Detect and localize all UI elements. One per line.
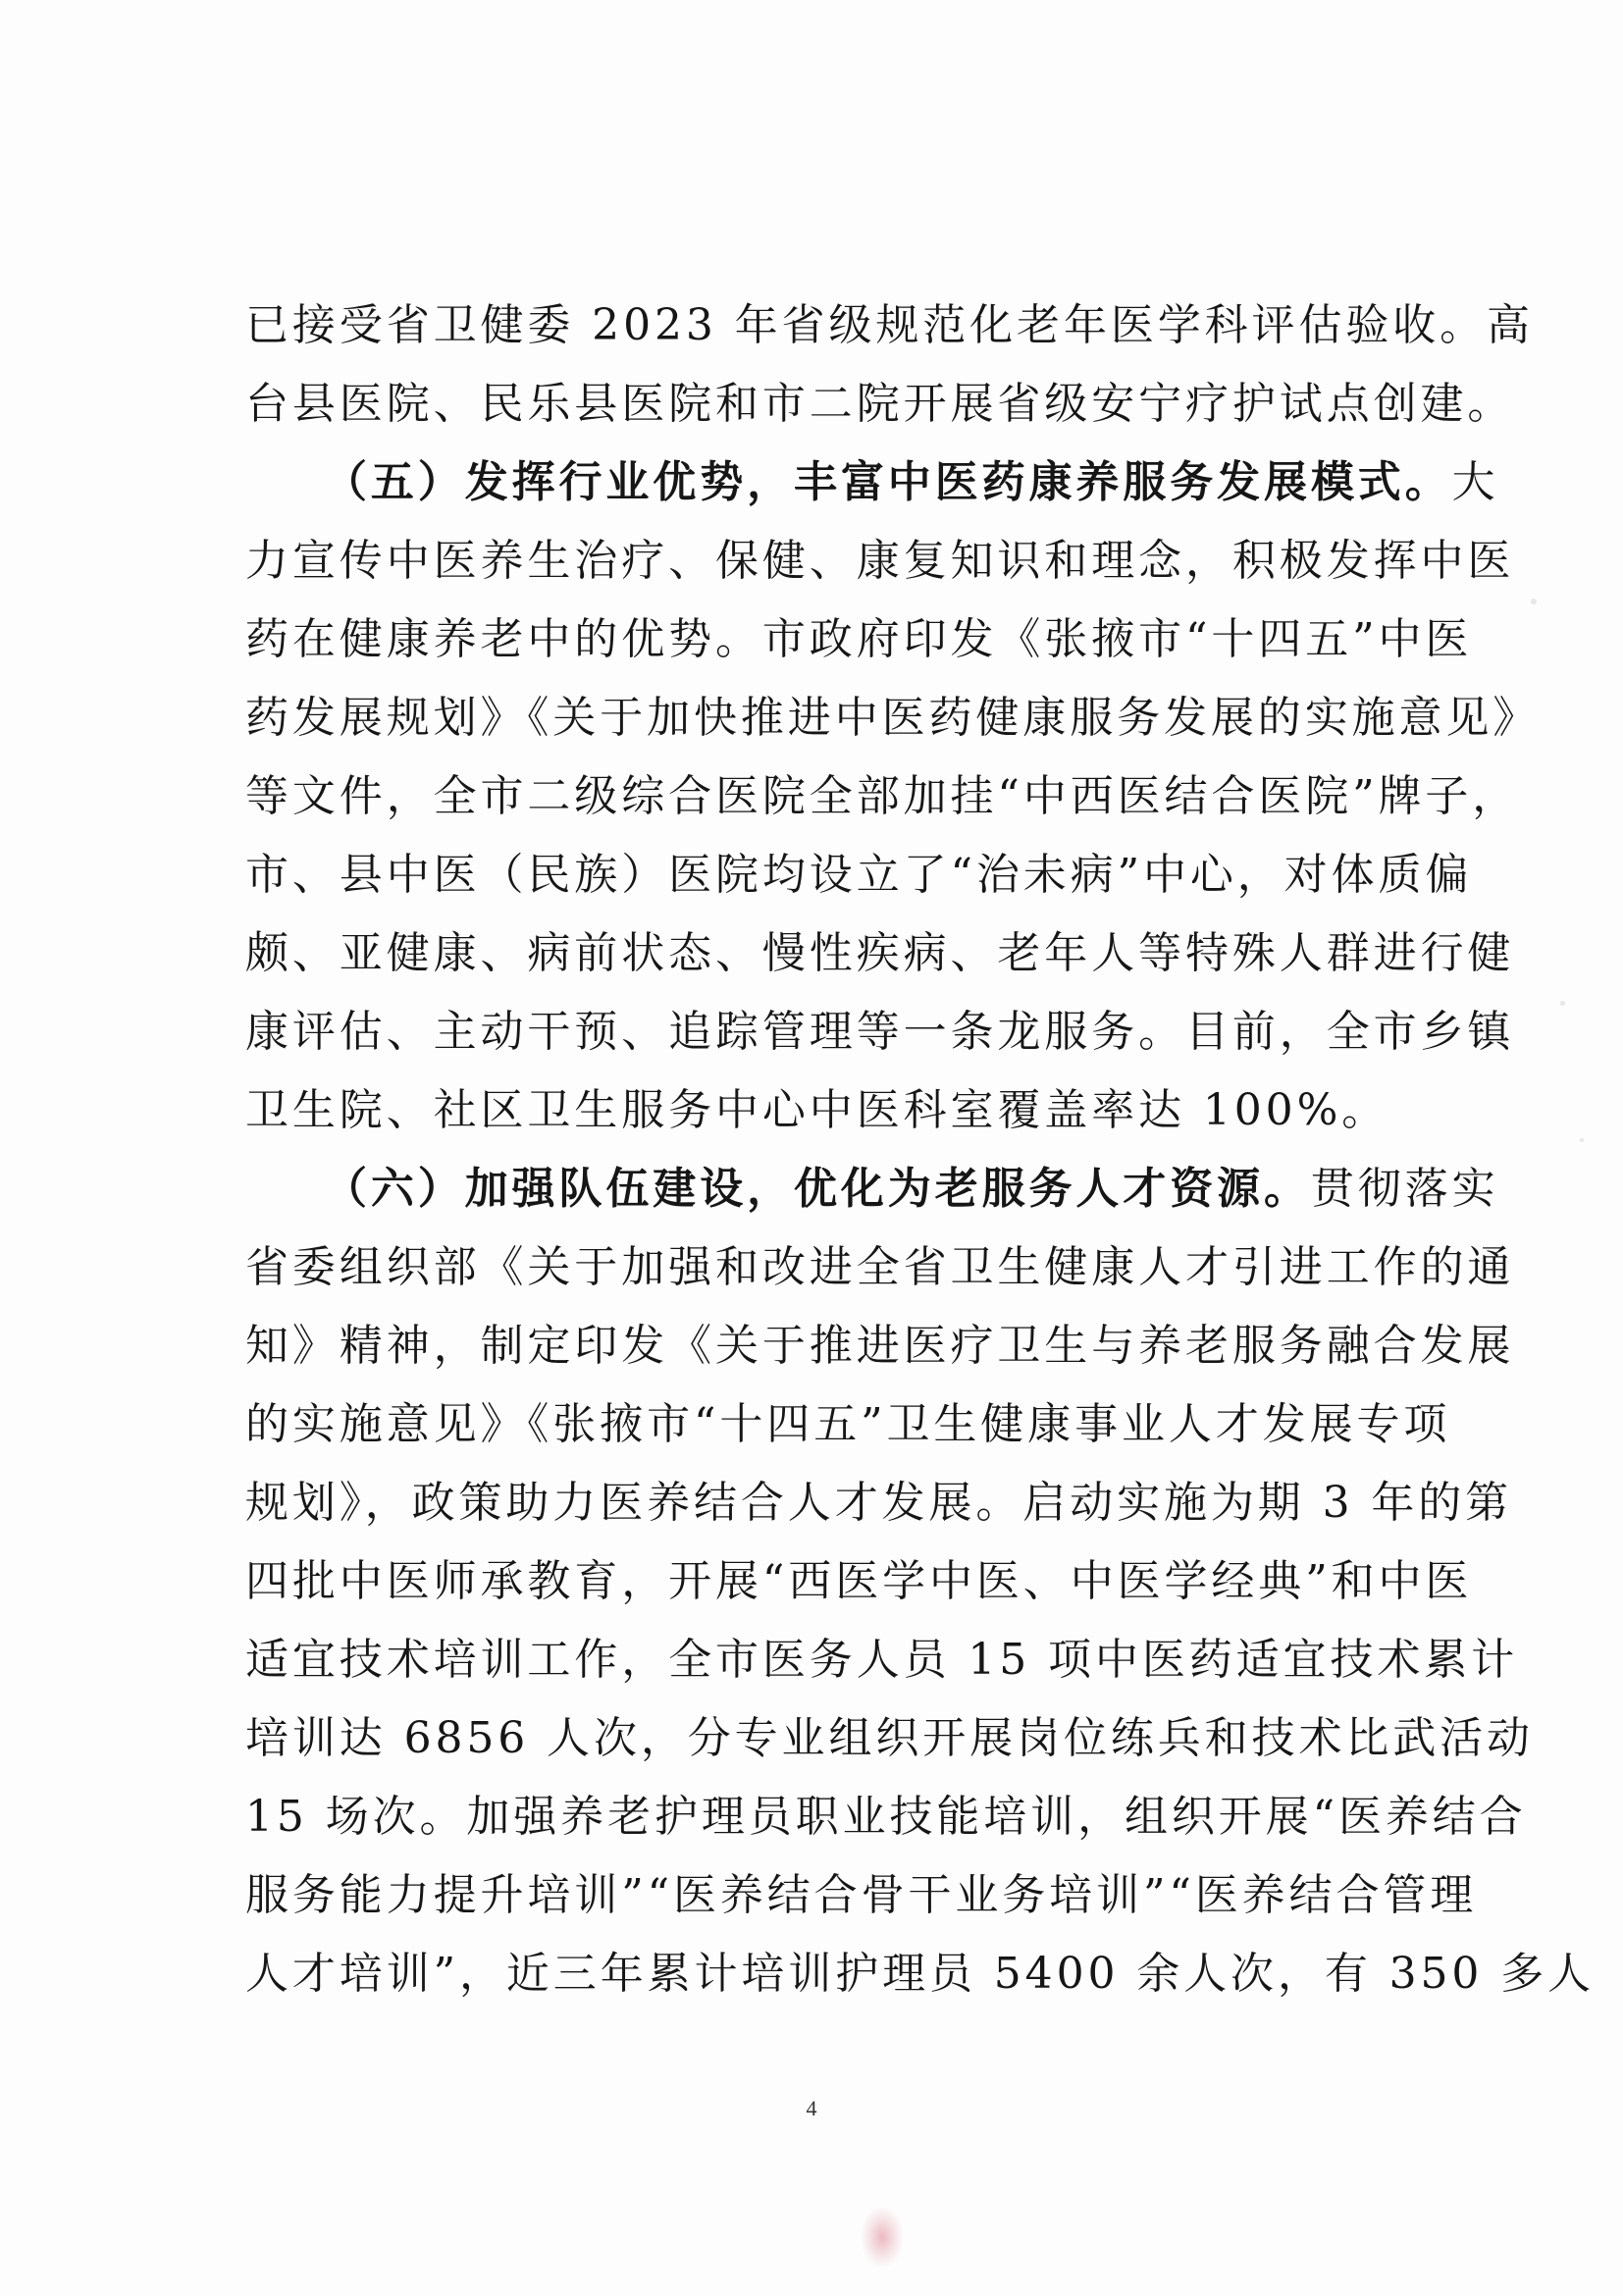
scan-speck (1531, 599, 1537, 604)
text-line: 的实施意见》《张掖市“十四五”卫生健康事业人才发展专项 (245, 1399, 1451, 1449)
text-line: 康评估、主动干预、追踪管理等一条龙服务。目前，全市乡镇 (245, 1007, 1515, 1057)
text-line: 市、县中医（民族）医院均设立了“治未病”中心，对体质偏 (245, 850, 1473, 900)
text-line: 适宜技术培训工作，全市医务人员 15 项中医药适宜技术累计 (245, 1635, 1519, 1685)
text-line: 服务能力提升培训”“医养结合骨干业务培训”“医养结合管理 (245, 1870, 1478, 1920)
text-line: 药在健康养老中的优势。市政府印发《张掖市“十四五”中医 (245, 614, 1473, 664)
text-line: 颇、亚健康、病前状态、慢性疾病、老年人等特殊人群进行健 (245, 928, 1515, 978)
text-run: 大 (1451, 457, 1499, 507)
text-line: 15 场次。加强养老护理员职业技能培训，组织开展“医养结合 (245, 1792, 1527, 1842)
text-line: 省委组织部《关于加强和改进全省卫生健康人才引进工作的通 (245, 1242, 1515, 1292)
section-heading: （五）发挥行业优势，丰富中医药康养服务发展模式。 (324, 457, 1452, 507)
section-heading-line (324, 1150, 1499, 1228)
text-line: 等文件，全市二级综合医院全部加挂“中西医结合医院”牌子， (245, 771, 1520, 821)
text-line: 培训达 6856 人次，分专业组织开展岗位练兵和技术比武活动 (245, 1713, 1534, 1763)
section-heading-line (324, 444, 1499, 522)
stamp-fragment (862, 2208, 903, 2267)
scan-speck (1560, 1001, 1565, 1006)
text-line: 已接受省卫健委 2023 年省级规范化老年医学科评估验收。高 (245, 300, 1534, 350)
scan-speck (1580, 1138, 1584, 1142)
text-line: 四批中医师承教育，开展“西医学中医、中医学经典”和中医 (245, 1556, 1473, 1606)
text-line: 知》精神，制定印发《关于推进医疗卫生与养老服务融合发展 (245, 1321, 1515, 1371)
text-line: 台县医院、民乐县医院和市二院开展省级安宁疗护试点创建。 (245, 379, 1515, 429)
text-run: 贯彻落实 (1310, 1164, 1499, 1214)
text-line: 力宣传中医养生治疗、保健、康复知识和理念，积极发挥中医 (245, 536, 1515, 586)
section-heading: （六）加强队伍建设，优化为老服务人才资源。 (324, 1164, 1311, 1214)
text-line: 卫生院、社区卫生服务中心中医科室覆盖率达 100%。 (245, 1085, 1389, 1135)
text-line: 规划》，政策助力医养结合人才发展。启动实施为期 3 年的第 (245, 1478, 1513, 1528)
text-line: 人才培训”，近三年累计培训护理员 5400 余人次，有 350 多人 (245, 1949, 1595, 1999)
page-number: 4 (806, 2096, 817, 2120)
text-line: 药发展规划》《关于加快推进中医药健康服务发展的实施意见》 (245, 693, 1541, 743)
